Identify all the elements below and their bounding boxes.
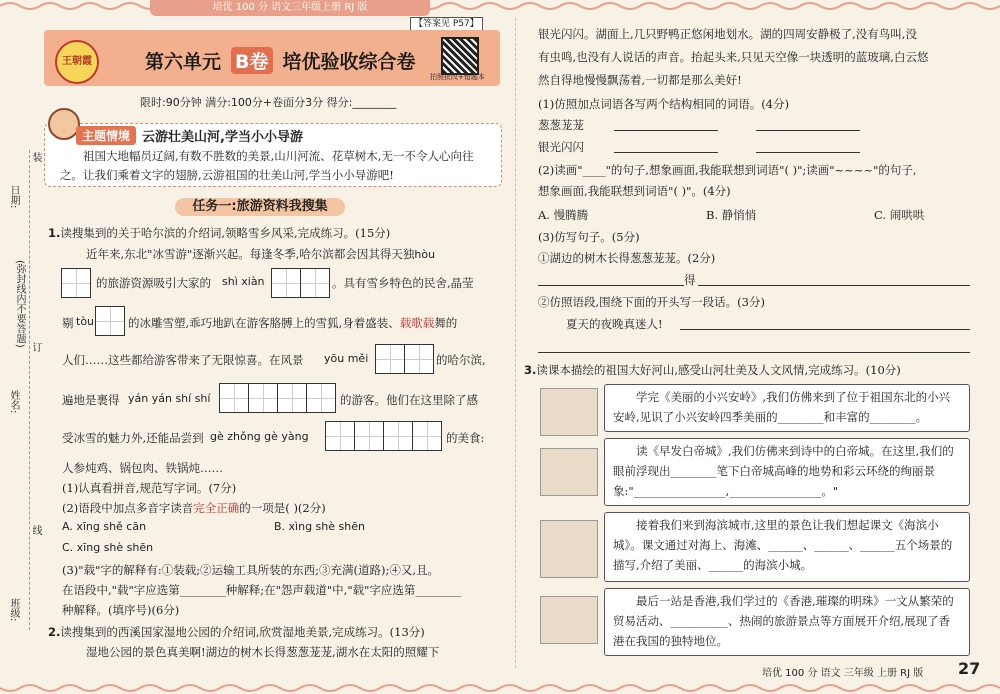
seal-note: (弥封线内不要答题) [14,260,25,348]
q2-option-c[interactable]: C. 闹哄哄 [874,208,925,222]
q3-box4: 最后一站是香港,我们学过的《香港,璀璨的明珠》一文从繁荣的贸易活动、__________、热闹的旅游景点等方面展开介绍,展现了香港在我国的独特地位。 [604,588,970,656]
q1-option-a[interactable]: A. xīng shě cān [62,520,147,533]
char-grid-shixian[interactable] [272,268,330,298]
q1-line3b: 的冰雕雪塑,乖巧地趴在游客胳膊上的雪狐,身着盛装、 [128,316,400,330]
seal-char-2: 订 [30,342,41,352]
page-title [145,47,416,74]
seal-char-1: 装 [30,152,41,162]
column-divider [515,18,516,668]
qr-code-icon[interactable] [441,37,479,75]
page-number: 27 [958,659,981,678]
q2-line1: 湿地公园的景色真美啊!湖边的树木长得葱葱茏茏,湖水在太阳的照耀下 [86,645,440,659]
q1-line1 [86,246,435,262]
q2-de-char: 得 [684,273,696,287]
q1-zai-word: 载歌载 [399,316,435,330]
top-band: 培优 100 分 语文三年级上册 RJ 版 [150,0,430,16]
pinyin-shixian: shì xiàn [222,275,265,288]
footer-info: 培优 100 分 语文 三年级 上册 RJ 版 [762,668,924,679]
q1-line2b: 。具有雪乡特色的民舍,晶莹 [332,276,474,290]
unit-label: 第六单元 [145,51,222,73]
q1-line7: 人参炖鸡、锅包肉、铁锅炖…… [62,461,223,475]
char-grid-gezhonggeyang[interactable] [326,421,442,451]
date-label: 日期: [8,185,19,209]
hongkong-skyline-icon [540,596,598,644]
pinyin-youmei: yōu měi [324,352,369,365]
theme-tag: 主题情境 [76,126,136,145]
q2-word1: 葱葱茏茏 [538,118,584,132]
q2-sub1: (1)仿照加点词语各写两个结构相同的词语。(4分) [538,97,790,111]
q1-line3 [128,315,457,331]
q1-line5a: 遍地是裹得 [62,393,120,407]
q1-option-b[interactable]: B. xìng shè shēn [274,520,365,533]
q2-sub2a: (2)读画"____"的句子,想象画面,我能联想到词语"( )";读画"~~~~"的句子, [538,163,917,177]
forest-scene-icon [540,388,598,436]
name-label: 姓名: [8,390,19,414]
q2-sub3: (3)仿写句子。(5分) [538,230,640,244]
q2-word1-blank-2[interactable] [756,130,860,131]
q1-sub2-emphasis: 完全正确 [193,501,240,515]
class-label: 班级: [8,598,19,622]
q1-sub3c: 种解释。(填序号)(6分) [62,603,180,617]
q1-number: 1. [48,226,61,240]
q2-sub3-1: ①湖边的树木长得葱葱茏茏。(2分) [538,251,716,265]
q1-sub2c: 的一项是( )(2分) [239,501,326,515]
q2-paragraph-line-2[interactable] [538,352,970,353]
q3-intro [524,362,901,378]
q2-intro [48,624,425,640]
exam-info: 限时:90分钟 满分:100分+卷面分3分 得分:________ [140,96,397,109]
q1-intro [48,225,390,241]
bottom-wave-border [0,684,1000,694]
q1-line3d: 舞的 [434,316,458,330]
q1-line6b: 的美食: [446,431,485,445]
char-grid-youmei[interactable] [376,344,434,374]
q1-option-c[interactable]: C. xīng shè shēn [62,541,154,554]
q1-line3a: 剔 [62,316,74,330]
q3-box3: 接着我们来到海滨城市,这里的景色让我们想起课文《海滨小城》。课文通过对海上、海滩、______、______、______五个场景的描写,介绍了美丽、______的海滨小城。 [604,512,970,582]
q2-right-line3: 然自得地慢慢飘荡着,一切都是那么美好! [538,73,742,87]
q1-sub1: (1)认真看拼音,规范写字词。(7分) [62,481,237,495]
q2-intro-text: 读搜集到的西溪国家湿地公园的介绍词,欣赏湿地美景,完成练习。(13分) [60,625,425,639]
q1-line1-text: 近年来,东北"冰雪游"逐渐兴起。每逢冬季,哈尔滨都会因其得天独 [86,247,415,261]
q2-right-line1: 银光闪闪。湖面上,几只野鸭正悠闲地划水。湖的四周安静极了,没有鸟叫,没 [538,27,917,41]
char-grid-tou[interactable] [96,306,125,336]
q2-paragraph-line-1[interactable] [680,329,970,330]
q2-option-a[interactable]: A. 慢腾腾 [538,208,589,222]
q2-number: 2. [48,625,61,639]
paper-name: 培优验收综合卷 [282,51,416,73]
mountain-city-scene-icon [540,448,598,496]
qr-label: 拍照批改+错题本 [430,73,485,81]
q1-line2a: 的旅游资源吸引大家的 [96,276,211,290]
q1-line4a: 人们……这些都给游客带来了无限惊喜。在风景 [62,353,304,367]
seal-line [29,150,30,630]
theme-title: 云游壮美山河,学当小小导游 [142,130,303,145]
seaside-town-scene-icon [540,520,598,578]
q2-sub3-1-blank-a[interactable] [538,285,684,286]
char-grid-yanyanshishi[interactable] [220,383,336,413]
q2-option-b[interactable]: B. 静悄悄 [706,208,757,222]
q2-word2-blank-1[interactable] [614,152,718,153]
pinyin-yanyanshishi: yán yán shí shí [128,392,211,405]
q2-word1-blank-1[interactable] [614,130,718,131]
theme-text: 祖国大地幅员辽阔,有数不胜数的美景,山川河流、花草树木,无一不令人心向往之。让我们乘着文字的翅膀,云游祖国的壮美山河,学当小小导游吧! [60,149,474,182]
q1-sub3a: (3)"载"字的解释有:①装载;②运输工具所装的东西;③充满(道路);④又,且。 [62,563,439,577]
char-grid-hou[interactable] [62,268,91,298]
q1-sub2a: (2)语段中加点多音字读音 [62,501,194,515]
q2-sub2b: 想象画面,我能联想到词语"( )"。(4分) [538,184,731,198]
brand-logo: 王朝霞 [55,40,99,84]
q2-word2-blank-2[interactable] [756,152,860,153]
q1-sub3b: 在语段中,"载"字应选第________种解释;在"怨声载道"中,"载"字应选第________ [62,583,462,597]
q1-sub2 [62,500,326,516]
q2-sub3-2: ②仿照语段,围绕下面的开头写一段话。(3分) [538,295,765,309]
q2-sub3-2-start: 夏天的夜晚真迷人! [566,317,663,331]
task-heading: 任务一:旅游资料我搜集 [175,198,345,216]
paper-badge: B卷 [231,47,272,74]
q2-right-line2: 有虫鸣,也没有人说话的声音。抬起头来,只见天空像一块透明的蓝玻璃,白云悠 [538,50,929,64]
q3-number: 3. [524,363,537,377]
seal-char-3: 线 [30,525,41,535]
q3-box1: 学完《美丽的小兴安岭》,我们仿佛来到了位于祖国东北的小兴安岭,见识了小兴安岭四季美丽的________和丰富的________。 [604,384,970,432]
pinyin-tou: tòu [76,315,95,328]
q1-line5b: 的游客。他们在这里除了感 [340,393,478,407]
q1-intro-text: 读搜集到的关于哈尔滨的介绍词,领略雪乡风采,完成练习。(15分) [60,226,391,240]
q3-intro-text: 读课本描绘的祖国大好河山,感受山河壮美及人文风情,完成练习。(10分) [536,363,901,377]
q3-box2: 读《早发白帝城》,我们仿佛来到诗中的白帝城。在这里,我们的眼前浮现出________笔下白帝城高峰的地势和彩云环绕的绚丽景象:"________________,________________。" [604,438,970,506]
q2-sub3-1-blank-b[interactable] [698,285,970,286]
q1-line6a: 受冰雪的魅力外,还能品尝到 [62,431,204,445]
q1-line4b: 的哈尔滨, [436,353,486,367]
pinyin-hou: hòu [414,248,436,261]
pinyin-gezhonggeyang: gè zhǒng gè yàng [210,430,309,443]
q2-word2: 银光闪闪 [538,140,584,154]
answer-reference: 【答案见 P57】 [410,17,483,31]
